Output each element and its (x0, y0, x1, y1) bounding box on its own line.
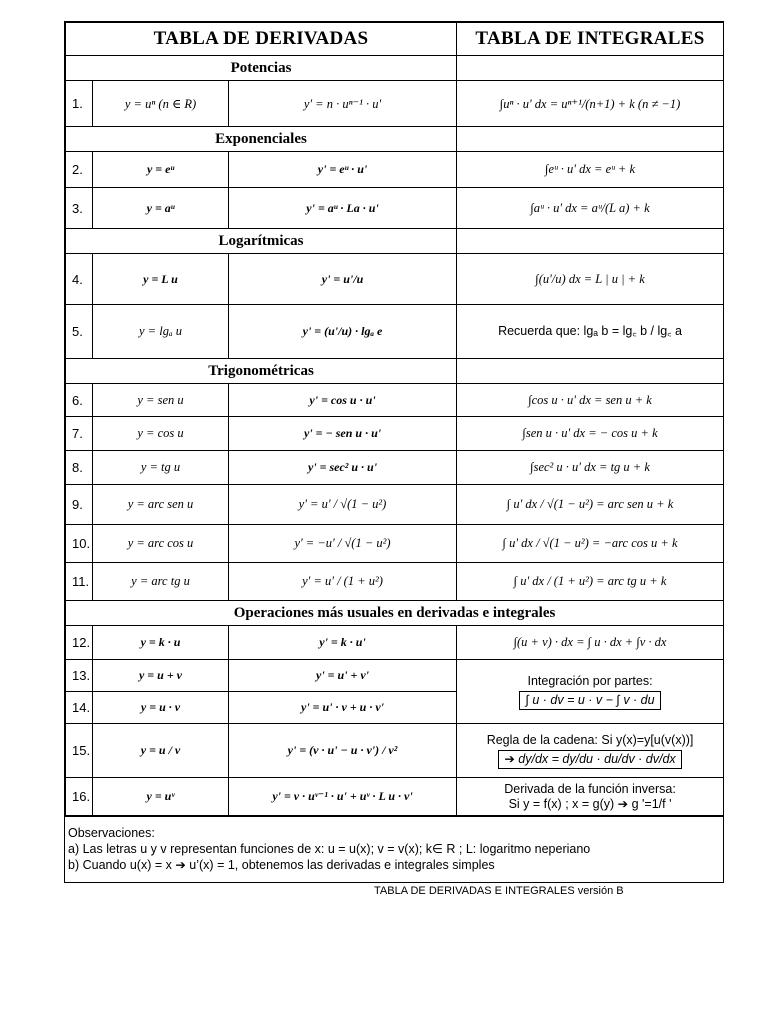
table-row (66, 451, 724, 485)
section-title-potencias: Potencias (66, 56, 457, 81)
table-row (66, 485, 724, 525)
row-number: 12. (66, 626, 93, 660)
table-row (66, 660, 724, 692)
integral-cell: ∫ u' dx / √(1 − u²) = arc sen u + k (457, 485, 724, 525)
derivative-cell: y' = v · uᵛ⁻¹ · u' + uᵛ · L u · v' (229, 778, 457, 816)
function-cell: y = arc sen u (93, 485, 229, 525)
function-cell: y = u · v (93, 692, 229, 724)
row-number: 14. (66, 692, 93, 724)
formula-table (65, 22, 724, 816)
row-number: 9. (66, 485, 93, 525)
integral-cell: ∫sen u · u' dx = − cos u + k (457, 417, 724, 451)
section-row (66, 56, 724, 81)
row-number: 8. (66, 451, 93, 485)
section-title-logaritmicas: Logarítmicas (66, 229, 457, 254)
integration-by-parts (457, 660, 724, 724)
row-number: 5. (66, 305, 93, 359)
parts-formula: ∫ u · dv = u · v − ∫ v · du (519, 691, 660, 710)
derivative-cell: y' = (v · u' − u · v') / v² (229, 724, 457, 778)
table-row (66, 152, 724, 188)
derivative-cell: y' = − sen u · u' (229, 417, 457, 451)
function-cell: y = arc tg u (93, 563, 229, 601)
function-cell: y = u + v (93, 660, 229, 692)
table-row (66, 724, 724, 778)
row-number: 13. (66, 660, 93, 692)
function-cell: y = sen u (93, 384, 229, 417)
row-number: 3. (66, 188, 93, 229)
footer-version: TABLA DE DERIVADAS E INTEGRALES versión B (374, 885, 624, 897)
section-blank (457, 56, 724, 81)
observation-a: a) Las letras u y v representan funciones de x: u = u(x); v = v(x); k∈ R ; L: logaritmo neperiano (68, 842, 591, 856)
derivative-cell: y' = k · u' (229, 626, 457, 660)
function-cell: y = lgₐ u (93, 305, 229, 359)
row-number: 2. (66, 152, 93, 188)
log-base-note: Recuerda que: lgₐ b = lg꜀ b / lg꜀ a (457, 305, 724, 359)
row-number: 7. (66, 417, 93, 451)
derivative-cell: y' = aᵘ · La · u' (229, 188, 457, 229)
table-row (66, 384, 724, 417)
section-row (66, 359, 724, 384)
table-row (66, 626, 724, 660)
function-cell: y = aᵘ (93, 188, 229, 229)
section-title-trigonometricas: Trigonométricas (66, 359, 457, 384)
integral-cell: ∫ u' dx / √(1 − u²) = −arc cos u + k (457, 525, 724, 563)
derivative-cell: y' = (u'/u) · lgₐ e (229, 305, 457, 359)
chain-title: Regla de la cadena: Si y(x)=y[u(v(x))] (486, 732, 694, 747)
inverse-function-derivative (457, 778, 724, 816)
row-number: 16. (66, 778, 93, 816)
derivative-cell: y' = n · uⁿ⁻¹ · u' (229, 81, 457, 127)
observations (65, 816, 723, 882)
row-number: 15. (66, 724, 93, 778)
table-row (66, 525, 724, 563)
derivative-cell: y' = −u' / √(1 − u²) (229, 525, 457, 563)
table-row (66, 81, 724, 127)
function-cell: y = k · u (93, 626, 229, 660)
section-title-operaciones: Operaciones más usuales en derivadas e integrales (66, 601, 724, 626)
derivative-cell: y' = u' · v + u · v' (229, 692, 457, 724)
section-row (66, 601, 724, 626)
integrals-title: TABLA DE INTEGRALES (457, 23, 724, 56)
integral-cell: ∫sec² u · u' dx = tg u + k (457, 451, 724, 485)
table-row (66, 778, 724, 816)
function-cell: y = eᵘ (93, 152, 229, 188)
row-number: 11. (66, 563, 93, 601)
function-cell: y = uⁿ (n ∈ R) (93, 81, 229, 127)
integral-cell: ∫(u'/u) dx = L | u | + k (457, 254, 724, 305)
header-row (66, 23, 724, 56)
function-cell: y = arc cos u (93, 525, 229, 563)
integral-cell: ∫uⁿ · u' dx = uⁿ⁺¹/(n+1) + k (n ≠ −1) (457, 81, 724, 127)
parts-title: Integración por partes: (527, 673, 653, 688)
function-cell: y = cos u (93, 417, 229, 451)
derivative-cell: y' = u' / (1 + u²) (229, 563, 457, 601)
row-number: 10. (66, 525, 93, 563)
table-row (66, 417, 724, 451)
row-number: 1. (66, 81, 93, 127)
derivative-cell: y' = sec² u · u' (229, 451, 457, 485)
observation-b: b) Cuando u(x) = x ➔ u’(x) = 1, obtenemos las derivadas e integrales simples (68, 858, 495, 872)
derivative-cell: y' = u' / √(1 − u²) (229, 485, 457, 525)
derivative-cell: y' = cos u · u' (229, 384, 457, 417)
integral-cell: ∫(u + v) · dx = ∫ u · dx + ∫v · dx (457, 626, 724, 660)
section-title-exponenciales: Exponenciales (66, 127, 457, 152)
section-blank (457, 229, 724, 254)
section-row (66, 127, 724, 152)
function-cell: y = u / v (93, 724, 229, 778)
formula-sheet (64, 21, 724, 883)
chain-rule (457, 724, 724, 778)
table-row (66, 254, 724, 305)
section-blank (457, 127, 724, 152)
derivative-cell: y' = u' + v' (229, 660, 457, 692)
derivative-cell: y' = u'/u (229, 254, 457, 305)
section-row (66, 229, 724, 254)
chain-formula: ➔ dy/dx = dy/du · du/dv · dv/dx (498, 750, 681, 769)
table-row (66, 563, 724, 601)
function-cell: y = L u (93, 254, 229, 305)
derivative-cell: y' = eᵘ · u' (229, 152, 457, 188)
integral-cell: ∫ u' dx / (1 + u²) = arc tg u + k (457, 563, 724, 601)
function-cell: y = uᵛ (93, 778, 229, 816)
integral-cell: ∫aᵘ · u' dx = aᵘ/(L a) + k (457, 188, 724, 229)
inverse-formula: Si y = f(x) ; x = g(y) ➔ g '=1/f ' (508, 796, 672, 811)
row-number: 4. (66, 254, 93, 305)
derivatives-title: TABLA DE DERIVADAS (66, 23, 457, 56)
table-row (66, 188, 724, 229)
table-row (66, 305, 724, 359)
integral-cell: ∫eᵘ · u' dx = eᵘ + k (457, 152, 724, 188)
observations-title: Observaciones: (68, 826, 155, 840)
row-number: 6. (66, 384, 93, 417)
inverse-title: Derivada de la función inversa: (504, 781, 676, 796)
section-blank (457, 359, 724, 384)
integral-cell: ∫cos u · u' dx = sen u + k (457, 384, 724, 417)
function-cell: y = tg u (93, 451, 229, 485)
